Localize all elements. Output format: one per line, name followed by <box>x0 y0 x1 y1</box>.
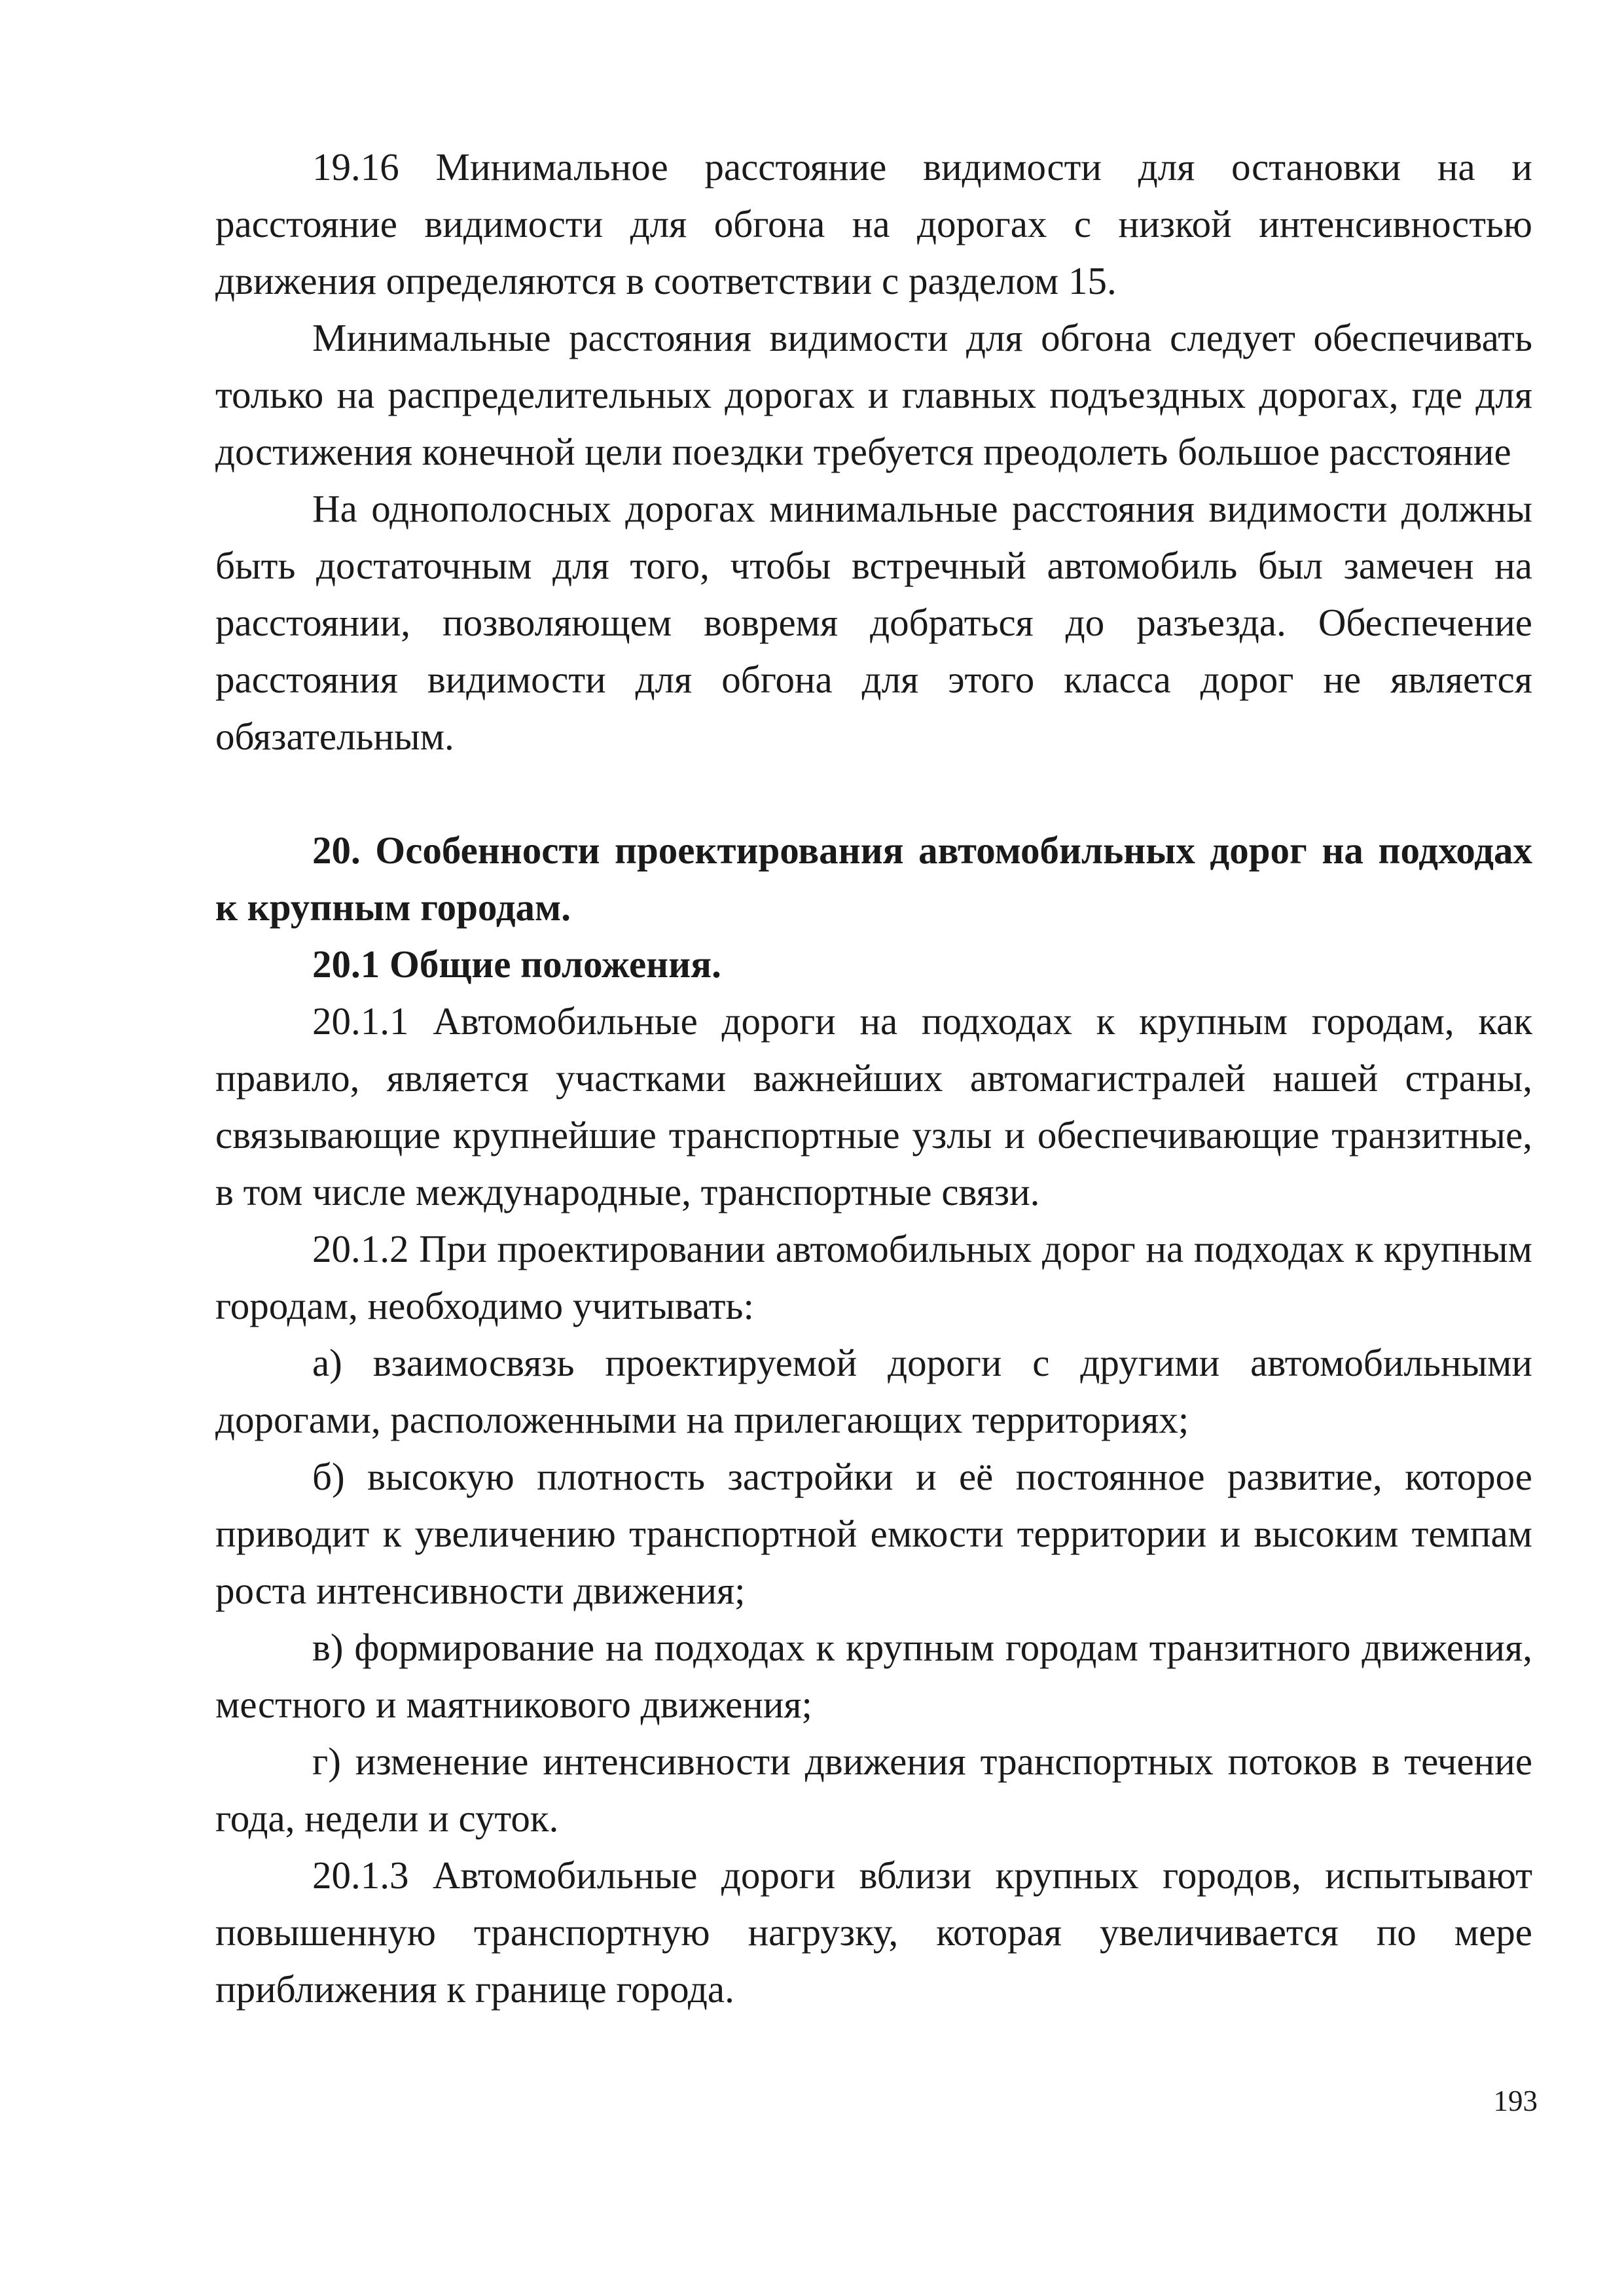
list-item-g: г) изменение интенсивности движения транспортных потоков в течение года, недели и суток. <box>215 1740 1532 1840</box>
paragraph-20-1-2: 20.1.2 При проектировании автомобильных дорог на подходах к крупным городам, необходимо учитывать: <box>215 1227 1532 1327</box>
document-page <box>215 139 1532 2018</box>
list-item-b: б) высокую плотность застройки и её постоянное развитие, которое приводит к увеличению транспортной емкости территории и высоким темпам роста интенсивности движения; <box>215 1455 1532 1612</box>
list-item-a: а) взаимосвязь проектируемой дороги с другими автомобильными дорогами, расположенными на прилегающих территориях; <box>215 1341 1532 1441</box>
paragraph-19-16: 19.16 Минимальное расстояние видимости для остановки на и расстояние видимости для обгона на дорогах с низкой интенсивностью движения определяются в соответствии с разделом 15. <box>215 145 1532 302</box>
paragraph-20-1-3: 20.1.3 Автомобильные дороги вблизи крупных городов, испытывают повышенную транспортную нагрузку, которая увеличивается по мере приближения к границе города. <box>215 1854 1532 2011</box>
paragraph-20-1-1: 20.1.1 Автомобильные дороги на подходах к крупным городам, как правило, является участками важнейших автомагистралей нашей страны, связывающие крупнейшие транспортные узлы и обеспечивающие транзитные, в том числе международные, транспортные связи. <box>215 999 1532 1213</box>
paragraph-single-lane-roads: На однополосных дорогах минимальные расстояния видимости должны быть достаточным для того, чтобы встречный автомобиль был замечен на расстоянии, позволяющем вовремя добраться до разъезда. Обеспечение расстояния видимости для обгона для этого класса дорог не является обязательным. <box>215 487 1532 758</box>
section-gap <box>215 765 1532 822</box>
subsection-heading: 20.1 Общие положения. <box>312 942 721 986</box>
section-heading: 20. Особенности проектирования автомобильных дорог на подходах к крупным городам. <box>215 829 1532 929</box>
paragraph-overtaking-distance: Минимальные расстояния видимости для обгона следует обеспечивать только на распределительных дорогах и главных подъездных дорогах, где для достижения конечной цели поездки требуется преодолеть большое расстояние <box>215 316 1532 473</box>
page-number: 193 <box>1493 2085 1538 2117</box>
list-item-v: в) формирование на подходах к крупным городам транзитного движения, местного и маятникового движения; <box>215 1626 1532 1726</box>
